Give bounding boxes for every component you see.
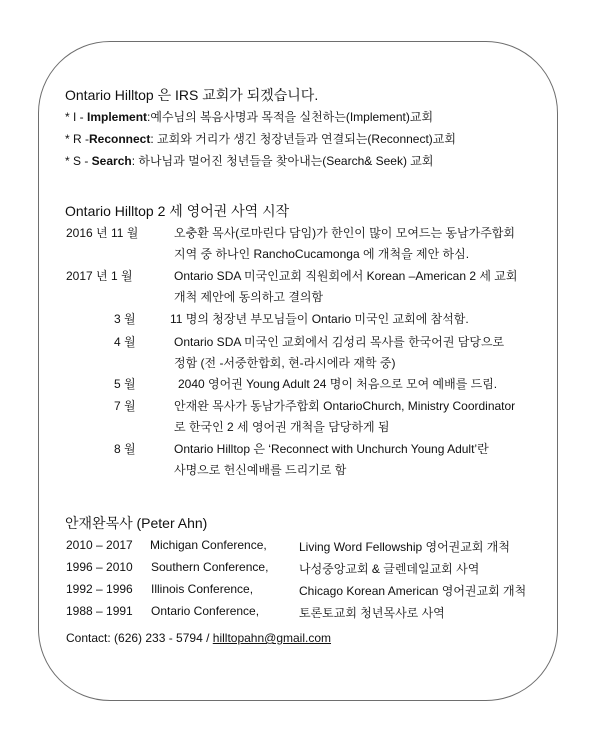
bullet-text: : 하나님과 멀어진 청년들을 찾아내는(Search& Seek) 교회 xyxy=(131,154,434,168)
entry-line: 개척 제안에 동의하고 결의함 xyxy=(174,290,324,304)
career-conference: Ontario Conference, xyxy=(151,604,260,618)
career-role: 토론토교회 청년목사로 사역 xyxy=(299,606,445,620)
contact-email-link[interactable]: hilltopahn@gmail.com xyxy=(212,631,332,645)
entry-date: 5 월 xyxy=(114,377,136,391)
bullet-prefix: * R - xyxy=(65,132,89,146)
entry-date: 7 월 xyxy=(114,399,136,413)
bullet-keyword: Reconnect xyxy=(89,132,151,146)
entry-line: 지역 중 하나인 RanchoCucamonga 에 개척을 제안 하심. xyxy=(174,247,470,261)
bullet-keyword: Search xyxy=(91,154,132,168)
career-role: Living Word Fellowship 영어권교회 개척 xyxy=(299,540,510,554)
career-years: 1996 – 2010 xyxy=(66,560,133,574)
bullet-keyword: Implement xyxy=(87,110,148,124)
career-conference: Michigan Conference, xyxy=(150,538,267,552)
bullet-search xyxy=(65,152,433,169)
bullet-text: :예수님의 복음사명과 목적을 실천하는(Implement)교회 xyxy=(147,110,434,124)
entry-line: 11 명의 청장년 부모님들이 Ontario 미국인 교회에 참석함. xyxy=(170,312,469,326)
bullet-reconnect xyxy=(65,130,456,147)
career-role: 나성중앙교회 & 글렌데일교회 사역 xyxy=(299,562,480,576)
entry-line: 정함 (전 -서중한합회, 현-라시에라 재학 중) xyxy=(174,356,396,370)
entry-date: 8 월 xyxy=(114,442,136,456)
bullet-text: : 교회와 거리가 생긴 청장년들과 연결되는(Reconnect)교회 xyxy=(150,132,456,146)
bullet-implement xyxy=(65,108,433,125)
career-conference: Illinois Conference, xyxy=(151,582,254,596)
entry-line: Ontario Hilltop 은 ‘Reconnect with Unchurch Young Adult’란 xyxy=(174,442,489,456)
pastor-title: 안재완목사 (Peter Ahn) xyxy=(65,515,208,531)
entry-line: Ontario SDA 미국인교회 직원회에서 Korean –American 2 세 교회 xyxy=(174,269,518,283)
entry-line: 로 한국인 2 세 영어권 개척을 담당하게 됨 xyxy=(174,420,390,434)
career-years: 1988 – 1991 xyxy=(66,604,133,618)
career-years: 1992 – 1996 xyxy=(66,582,133,596)
bullet-prefix: * S - xyxy=(65,154,92,168)
contact-label: Contact: (626) 233 - 5794 / xyxy=(66,631,213,645)
entry-line: Ontario SDA 미국인 교회에서 김성리 목사를 한국어권 담당으로 xyxy=(174,335,505,349)
entry-date: 2016 년 11 월 xyxy=(66,226,139,240)
career-role: Chicago Korean American 영어권교회 개척 xyxy=(299,584,527,598)
entry-date: 3 월 xyxy=(114,312,136,326)
entry-line: 오충환 목사(로마린다 담임)가 한인이 많이 모여드는 동남가주합회 xyxy=(174,226,515,240)
career-conference: Southern Conference, xyxy=(151,560,269,574)
bullet-prefix: * I - xyxy=(65,110,88,124)
career-years: 2010 – 2017 xyxy=(66,538,133,552)
entry-date: 2017 년 1 월 xyxy=(66,269,133,283)
entry-line: 사명으로 헌신예배를 드리기로 함 xyxy=(174,463,347,477)
history-title: Ontario Hilltop 2 세 영어권 사역 시작 xyxy=(65,203,290,219)
entry-line: 2040 영어권 Young Adult 24 명이 처음으로 모여 예배를 드림. xyxy=(178,377,498,391)
contact-line xyxy=(66,631,331,645)
intro-title: Ontario Hilltop 은 IRS 교회가 되겠습니다. xyxy=(65,87,319,103)
entry-date: 4 월 xyxy=(114,335,136,349)
entry-line: 안재완 목사가 동남가주합회 OntarioChurch, Ministry Coordinator xyxy=(174,399,516,413)
